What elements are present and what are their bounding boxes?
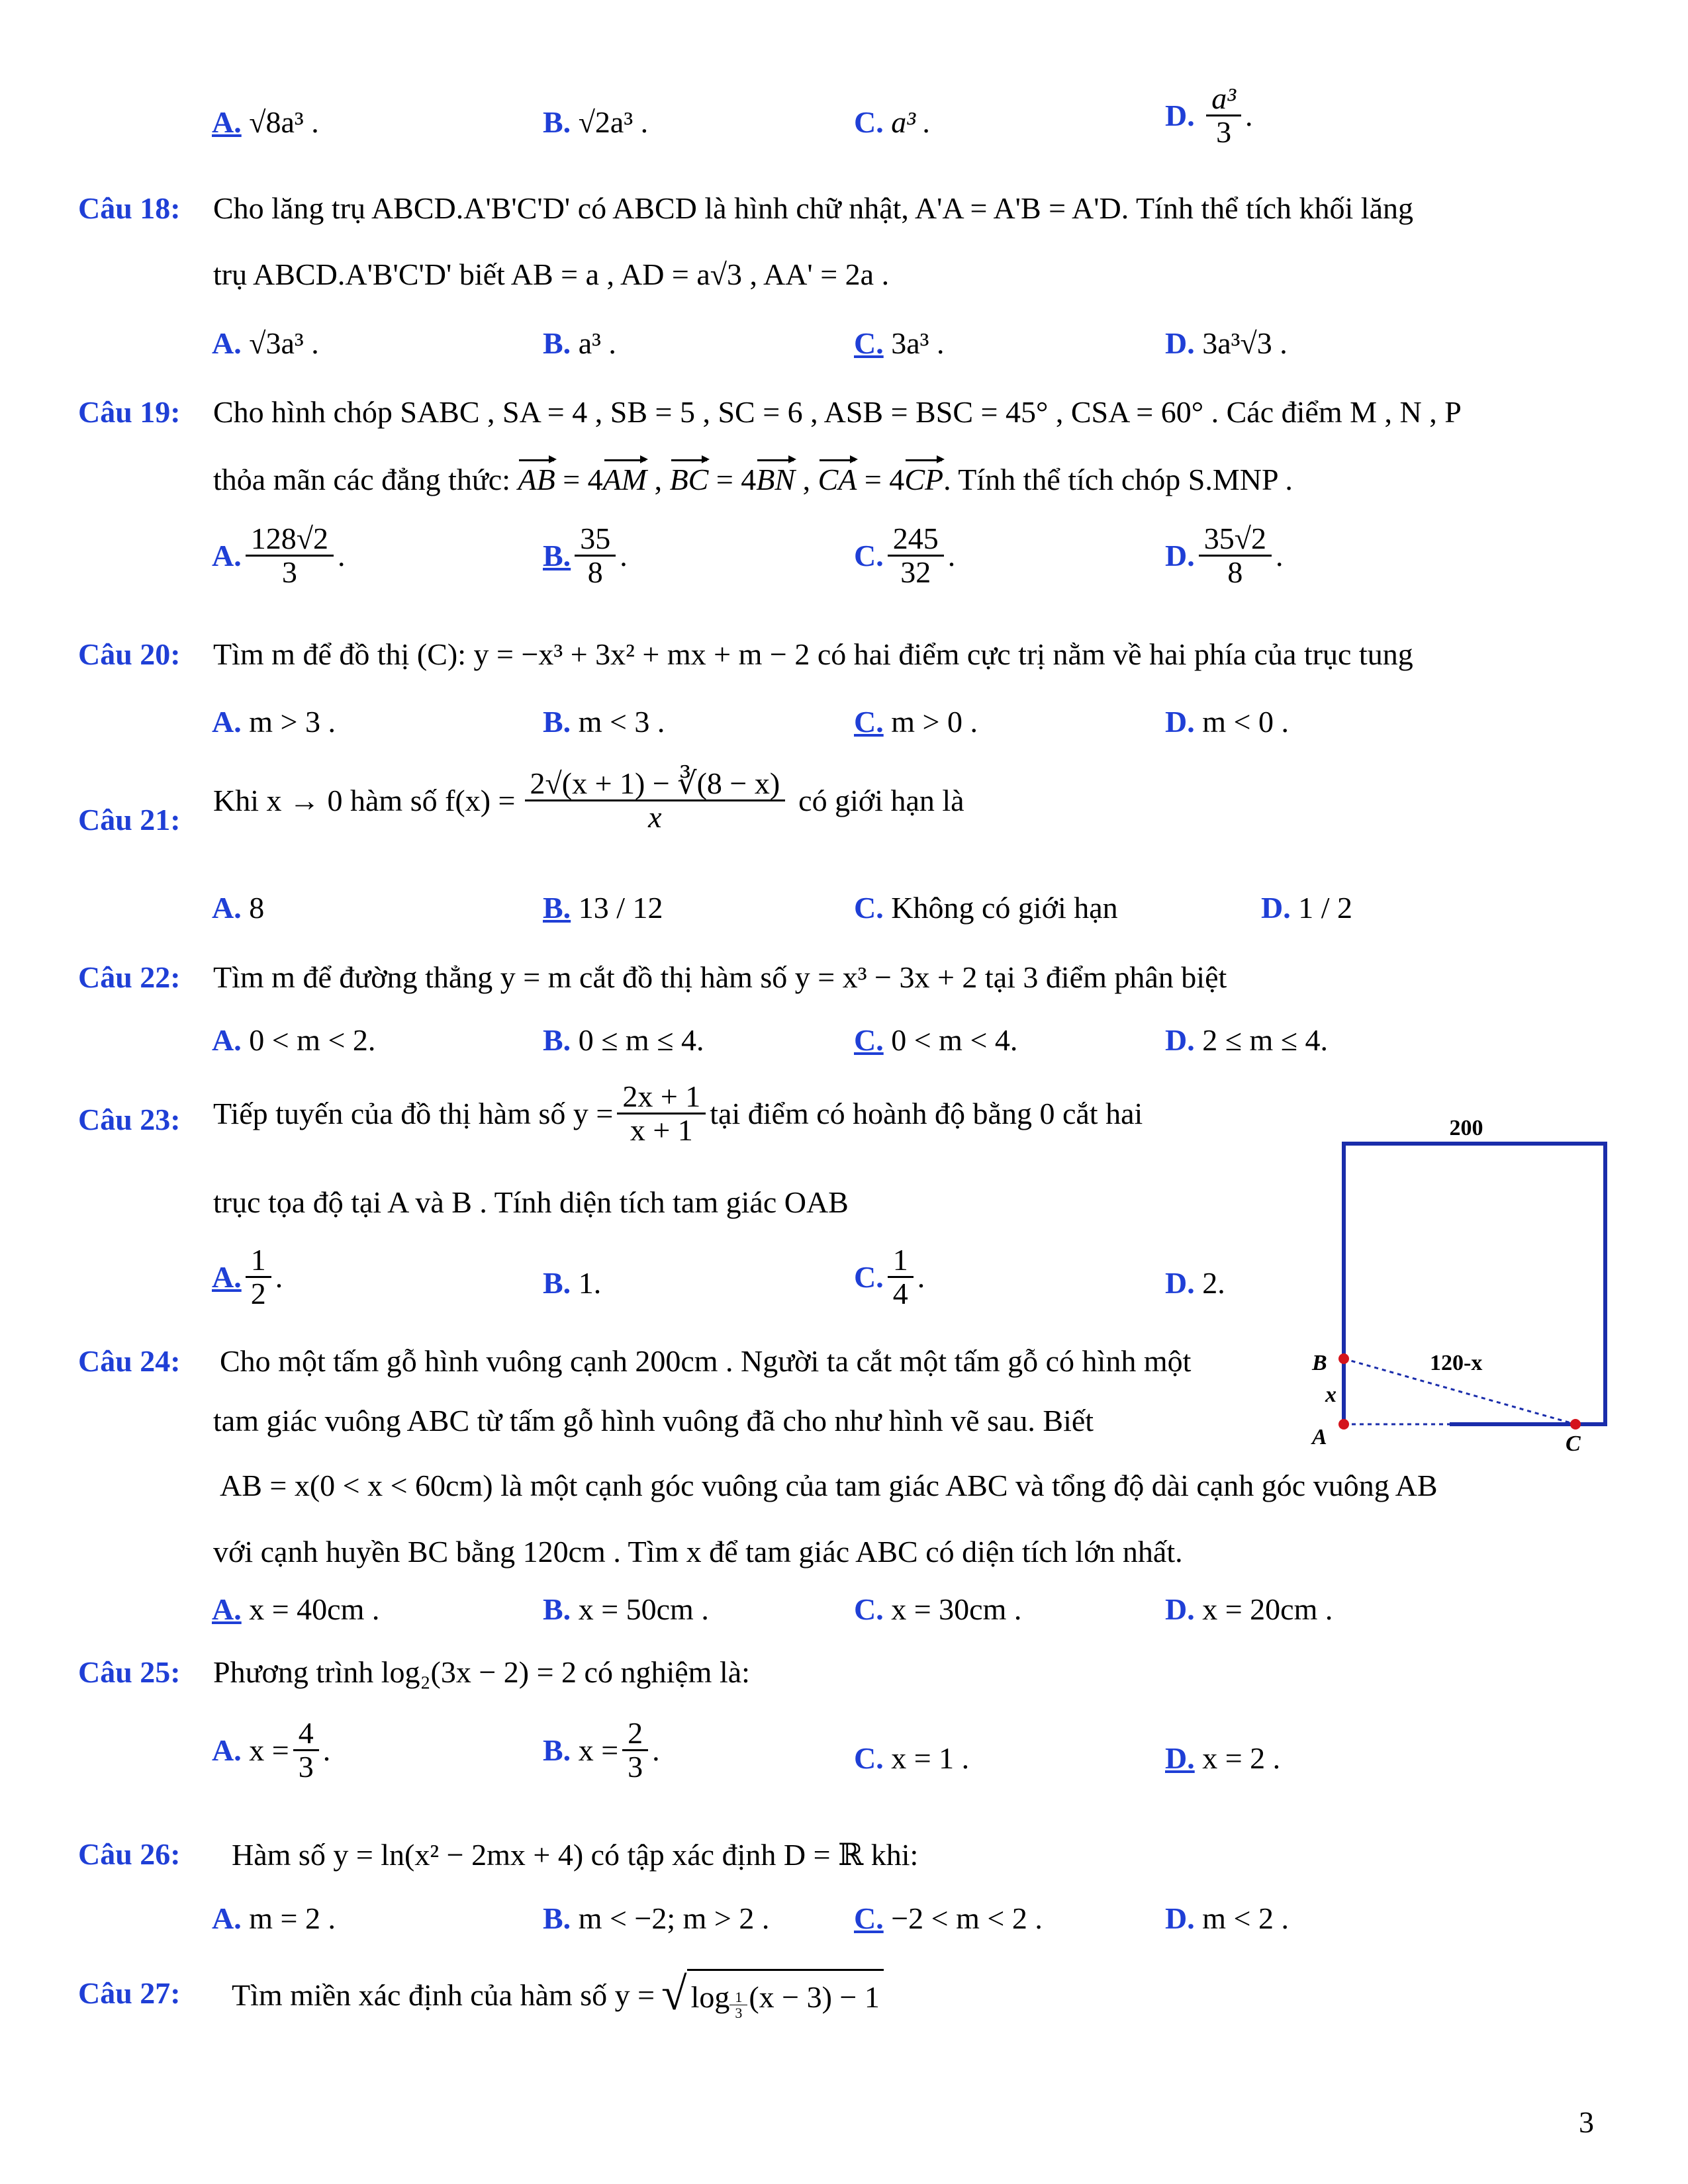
label-120-x: 120-x <box>1430 1351 1483 1375</box>
question-label: Câu 25: <box>78 1655 181 1689</box>
q20-option-c: C. m > 0 . <box>854 705 978 739</box>
point-b <box>1338 1353 1349 1364</box>
question-label: Câu 24: <box>78 1344 181 1378</box>
q24-option-a: A. x = 40cm . <box>212 1592 380 1626</box>
vector-bn: BN <box>756 463 796 496</box>
q21-option-c: C. Không có giới hạn <box>854 891 1118 925</box>
q21-option-b: B. 13 / 12 <box>543 891 663 925</box>
option-fraction: $\frac{\text{a³}}{3}$ <box>1206 83 1241 149</box>
q22-option-d: D. 2 ≤ m ≤ 4. <box>1165 1023 1329 1057</box>
q24-option-d: D. x = 20cm . <box>1165 1592 1333 1626</box>
label-a: A <box>1312 1425 1327 1449</box>
q21-option-a: A. 8 <box>212 891 265 925</box>
q19-option-b: B. $\frac{35}{8}$ . <box>543 522 628 590</box>
vector-ab: AB <box>518 463 555 496</box>
vector-am: AM <box>602 463 647 496</box>
question-label: Câu 22: <box>78 960 181 994</box>
page-number: 3 <box>1579 2105 1594 2139</box>
q25-option-c: C. x = 1 . <box>854 1741 970 1775</box>
square-board-figure <box>1297 1112 1642 1463</box>
option-value: a³ . <box>891 105 931 139</box>
q22-option-c: C. 0 < m < 4. <box>854 1023 1018 1057</box>
q24-line1: Cho một tấm gỗ hình vuông cạnh 200cm . Người ta cắt một tấm gỗ có hình một <box>220 1344 1192 1378</box>
q20-option-b: B. m < 3 . <box>543 705 665 739</box>
q26-option-a: A. m = 2 . <box>212 1901 336 1935</box>
option-label: A. <box>212 105 242 139</box>
q23-option-a: A. $\frac{1}{2}$ . <box>212 1243 283 1311</box>
option-value: √2a³ . <box>578 105 649 139</box>
sqrt-radicand: log $\frac{1}{3}$ (x − 3) − 1 <box>687 1969 884 2021</box>
q21-line1: Khi x → 0 hàm số f(x) = $\frac{2√(x + 1) - ∛(8 - x)}{x}$ có giới hạn là <box>213 766 964 835</box>
vector-cp: CP <box>904 463 944 496</box>
log-base: $\frac{1}{3}$ <box>729 1989 747 2021</box>
sqrt-sign: √ <box>661 1969 687 2021</box>
q23-option-b: B. 1. <box>543 1266 602 1300</box>
q22-option-a: A. 0 < m < 2. <box>212 1023 376 1057</box>
question-label: Câu 20: <box>78 637 181 671</box>
q24-option-b: B. x = 50cm . <box>543 1592 709 1626</box>
question-label: Câu 23: <box>78 1103 181 1136</box>
q25-option-a: A. x = $\frac{4}{3}$ . <box>212 1716 331 1784</box>
q19-option-d: D. $\frac{35√2}{8}$ . <box>1165 522 1284 590</box>
option-label: B. <box>543 105 571 139</box>
square-outline <box>1344 1144 1605 1424</box>
q20-option-a: A. m > 3 . <box>212 705 336 739</box>
q24-line2: tam giác vuông ABC từ tấm gỗ hình vuông đã cho như hình vẽ sau. Biết <box>213 1404 1094 1437</box>
question-label: Câu 21: <box>78 803 181 837</box>
q17-option-c <box>854 105 931 140</box>
q26-option-d: D. m < 2 . <box>1165 1901 1289 1935</box>
q21-option-d: D. 1 / 2 <box>1261 891 1353 925</box>
option-label: C. <box>854 105 884 139</box>
q18-option-d: D. 3a³√3 . <box>1165 326 1288 360</box>
q23-line2: trục tọa độ tại A và B . Tính diện tích tam giác OAB <box>213 1185 849 1219</box>
label-b: B <box>1312 1351 1327 1375</box>
q26-option-c: C. −2 < m < 2 . <box>854 1901 1043 1935</box>
label-200: 200 <box>1449 1116 1483 1140</box>
vector-ca: CA <box>818 463 857 496</box>
q27-line1: Tìm miền xác định của hàm số y = √ log $\frac{1}{3}$ (x − 3) − 1 <box>232 1969 884 2021</box>
vector-bc: BC <box>669 463 709 496</box>
point-a <box>1338 1419 1349 1430</box>
q20-option-d: D. m < 0 . <box>1165 705 1289 739</box>
q23-option-c: C. $\frac{1}{4}$ . <box>854 1243 925 1311</box>
q24-line4: với cạnh huyền BC bằng 120cm . Tìm x để tam giác ABC có diện tích lớn nhất. <box>213 1535 1183 1569</box>
q20-line1: Tìm m để đồ thị (C): y = −x³ + 3x² + mx + m − 2 có hai điểm cực trị nằm về hai phía của trục tung <box>213 637 1413 671</box>
q18-option-c: C. 3a³ . <box>854 326 945 360</box>
q25-option-d: D. x = 2 . <box>1165 1741 1281 1775</box>
q24-line3: AB = x(0 < x < 60cm) là một cạnh góc vuông của tam giác ABC và tổng độ dài cạnh góc vuông AB <box>220 1469 1438 1502</box>
point-c <box>1570 1419 1581 1430</box>
q18-line1: Cho lăng trụ ABCD.A'B'C'D' có ABCD là hình chữ nhật, A'A = A'B = A'D. Tính thể tích khối lăng <box>213 191 1413 225</box>
q18-option-b: B. a³ . <box>543 326 616 360</box>
q26-line1: Hàm số y = ln(x² − 2mx + 4) có tập xác định D = ℝ khi: <box>232 1838 919 1872</box>
q18-option-a: A. √3a³ . <box>212 326 319 360</box>
q19-line2: thỏa mãn các đẳng thức: AB = 4AM , BC = 4BN , CA = 4CP. Tính thể tích chóp S.MNP . <box>213 463 1293 496</box>
q25-line1: Phương trình log₂(3x − 2) = 2 có nghiệm là: <box>213 1655 750 1689</box>
label-c: C <box>1566 1432 1581 1456</box>
q19-option-c: C. $\frac{245}{32}$ . <box>854 522 956 590</box>
question-label: Câu 26: <box>78 1837 181 1871</box>
q23-fraction: $\frac{2x + 1}{x + 1}$ <box>617 1081 706 1147</box>
label-x: x <box>1325 1383 1336 1407</box>
q26-option-b: B. m < −2; m > 2 . <box>543 1901 770 1935</box>
option-value: √8a³ . <box>249 105 319 139</box>
q23-option-d: D. 2. <box>1165 1266 1225 1300</box>
q24-option-c: C. x = 30cm . <box>854 1592 1022 1626</box>
q25-option-b: B. x = $\frac{2}{3}$ . <box>543 1716 660 1784</box>
q19-line1: Cho hình chóp SABC , SA = 4 , SB = 5 , SC = 6 , ASB = BSC = 45° , CSA = 60° . Các điểm M , N , P <box>213 395 1462 429</box>
question-label: Câu 19: <box>78 395 181 429</box>
q17-option-b <box>543 105 648 140</box>
question-label: Câu 18: <box>78 191 181 225</box>
q18-line2: trụ ABCD.A'B'C'D' biết AB = a , AD = a√3 , AA' = 2a . <box>213 257 890 291</box>
q23-line1: Tiếp tuyến của đồ thị hàm số y = $\frac{2x + 1}{x + 1}$ tại điểm có hoành độ bằng 0 cắt hai <box>213 1079 1143 1148</box>
q17-option-d: D. $\frac{\text{a³}}{3}$ . <box>1165 81 1253 150</box>
q17-option-a <box>212 105 319 140</box>
q21-fraction: $\frac{2√(x + 1) - ∛(8 - x)}{x}$ <box>525 768 786 834</box>
option-label: D. <box>1165 99 1195 133</box>
q19-option-a: A. $\frac{128√2}{3}$ . <box>212 522 346 590</box>
question-label: Câu 27: <box>78 1976 181 2010</box>
q22-option-b: B. 0 ≤ m ≤ 4. <box>543 1023 704 1057</box>
q22-line1: Tìm m để đường thẳng y = m cắt đồ thị hàm số y = x³ − 3x + 2 tại 3 điểm phân biệt <box>213 960 1227 994</box>
